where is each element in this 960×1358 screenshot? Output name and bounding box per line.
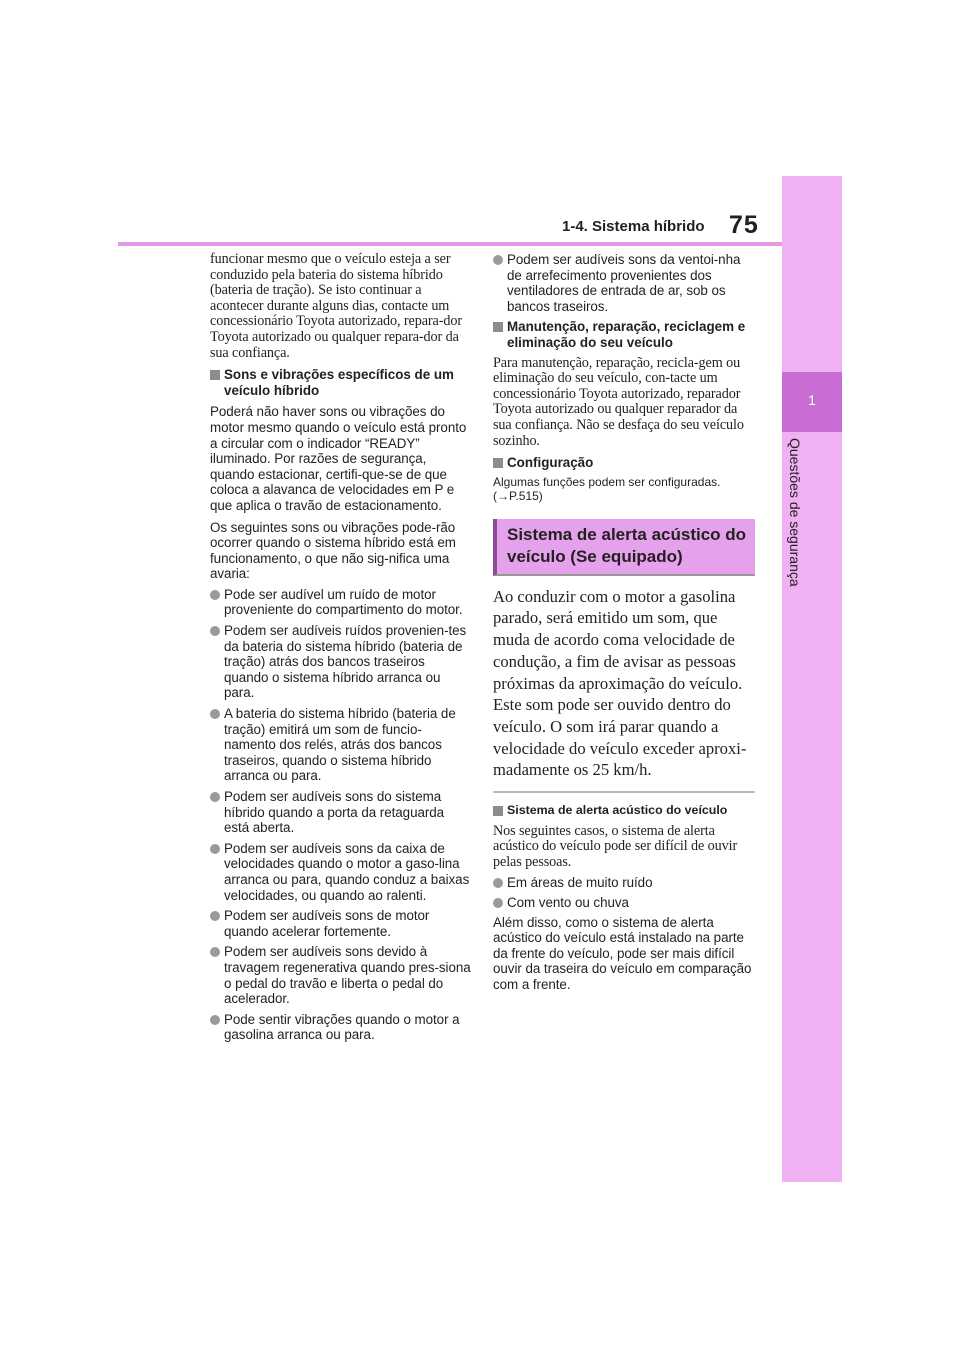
heading-text: Manutenção, reparação, reciclagem e eliminação do seu veículo	[507, 319, 746, 350]
circle-bullet-icon	[493, 255, 503, 265]
circle-bullet-icon	[210, 911, 220, 921]
left-column	[210, 252, 472, 1043]
circle-bullet-icon	[210, 709, 220, 719]
chapter-number-box	[782, 372, 842, 432]
circle-bullet-icon	[493, 878, 503, 888]
list-item-text: Podem ser audíveis sons da ventoi-nha de arrefecimento provenientes dos ventiladores de entrada de ar, sob os bancos traseiros.	[507, 252, 741, 314]
page-number: 75	[729, 211, 759, 239]
continuation-paragraph: funcionar mesmo que o veículo esteja a ser conduzido pela bateria do sistema híbrido (bateria de tração). Se isto continuar a acontecer durante alguns dias, contacte um concessionário Toyota autorizado, repara-dor Toyota autorizado ou qualquer repara-dor da sua confiança.	[210, 251, 462, 361]
square-bullet-icon	[493, 322, 503, 332]
circle-bullet-icon	[210, 1015, 220, 1025]
paragraph: Para manutenção, reparação, recicla-gem ou eliminação do seu veículo, con-tacte um concessionário Toyota autorizado, reparador Toyota autorizado ou qualquer reparador da sua confiança. Não se desfaça do seu veículo sozinho.	[493, 354, 744, 449]
heading-text: Sistema de alerta acústico do veículo	[507, 803, 728, 818]
section-heading-configuration	[493, 455, 755, 471]
list-item	[493, 895, 755, 911]
section-heading-sounds	[210, 367, 472, 398]
square-bullet-icon	[210, 370, 220, 380]
list-item-text: Em áreas de muito ruído	[507, 875, 653, 891]
circle-bullet-icon	[210, 844, 220, 854]
list-item	[210, 587, 472, 618]
list-item	[210, 706, 472, 784]
heading-text: Sons e vibrações específicos de um veículo híbrido	[224, 367, 454, 398]
list-item	[210, 1012, 472, 1043]
paragraph: Poderá não haver sons ou vibrações do motor mesmo quando o veículo está pronto a circular com o indicador “READY” iluminado. Por razões de segurança, quando estacionar, certifi-que-se de que coloca a alavanca de velocidades em P e que aplica o travão de estacionamento.	[210, 404, 467, 513]
right-column	[493, 252, 755, 993]
circle-bullet-icon	[210, 792, 220, 802]
list-item	[210, 944, 472, 1006]
chapter-number: 1	[808, 392, 816, 408]
circle-bullet-icon	[210, 947, 220, 957]
list-item-text: Pode sentir vibrações quando o motor a gasolina arranca ou para.	[224, 1011, 460, 1043]
list-item-text: Podem ser audíveis sons de motor quando acelerar fortemente.	[224, 908, 430, 939]
header-rule	[118, 242, 782, 246]
circle-bullet-icon	[210, 626, 220, 636]
circle-bullet-icon	[210, 590, 220, 600]
config-text: Algumas funções podem ser configuradas. (→P.515)	[493, 474, 721, 503]
list-item-text: Com vento ou chuva	[507, 895, 629, 911]
square-bullet-icon	[493, 806, 503, 816]
list-item-text: Podem ser audíveis sons do sistema híbrido quando a porta da retaguarda está aberta.	[224, 789, 445, 836]
list-item	[210, 908, 472, 939]
list-item-text: Podem ser audíveis sons devido à travagem regenerativa quando pres-siona o pedal do travão e liberta o pedal do acelerador.	[224, 944, 471, 1007]
chapter-side-tab	[782, 176, 842, 1182]
list-item-text: Podem ser audíveis sons da caixa de velocidades quando o motor a gaso-lina arranca ou para, quando conduz a baixas velocidades, ou quando ao ralenti.	[224, 840, 470, 903]
list-item	[210, 789, 472, 836]
alert-intro-paragraph: Ao conduzir com o motor a gasolina parado, será emitido um som, que muda de acordo coma velocidade de condução, a fim de avisar as pessoas próximas da aproximação do veículo. Este som pode ser ouvido dentro do veículo. O som irá parar quando a velocidade do veículo exceder aproxi-madamente os 25 km/h.	[493, 586, 747, 780]
list-item-text: Pode ser audível um ruído de motor proveniente do compartimento do motor.	[224, 586, 463, 618]
list-item-text: A bateria do sistema híbrido (bateria de tração) emitirá um som de funcio-namento dos relés, atrás dos bancos traseiros, quando o sistema híbrido arranca ou para.	[224, 706, 456, 784]
heading-text: Configuração	[507, 455, 594, 471]
list-item	[493, 875, 755, 891]
section-heading-maintenance	[493, 319, 755, 350]
section-heading-alert-system	[493, 803, 755, 819]
paragraph: Os seguintes sons ou vibrações pode-rão ocorrer quando o sistema híbrido está em funcionamento, o que não sig-nifica uma avaria:	[210, 519, 456, 582]
list-item	[210, 841, 472, 903]
circle-bullet-icon	[493, 898, 503, 908]
list-item-text: Podem ser audíveis ruídos provenien-tes da bateria do sistema híbrido (bateria de tração) atrás dos bancos traseiros quando o sistema híbrido arranca ou para.	[224, 623, 467, 701]
paragraph: Nos seguintes casos, o sistema de alerta acústico do veículo pode ser difícil de ouvir pelas pessoas.	[493, 822, 738, 870]
alert-section-title: Sistema de alerta acústico do veículo (Se equipado)	[507, 524, 747, 566]
alert-section-heading-box	[493, 519, 755, 576]
square-bullet-icon	[493, 458, 503, 468]
paragraph: Além disso, como o sistema de alerta acústico do veículo está instalado na parte da frente do veículo, pode ser mais difícil ouvir da traseira do veículo em comparação com a frente.	[493, 914, 752, 992]
section-title: 1-4. Sistema híbrido	[562, 218, 705, 235]
list-item	[210, 623, 472, 701]
list-item	[493, 252, 755, 314]
divider	[493, 791, 755, 793]
chapter-title: Questões de segurança	[787, 438, 803, 587]
